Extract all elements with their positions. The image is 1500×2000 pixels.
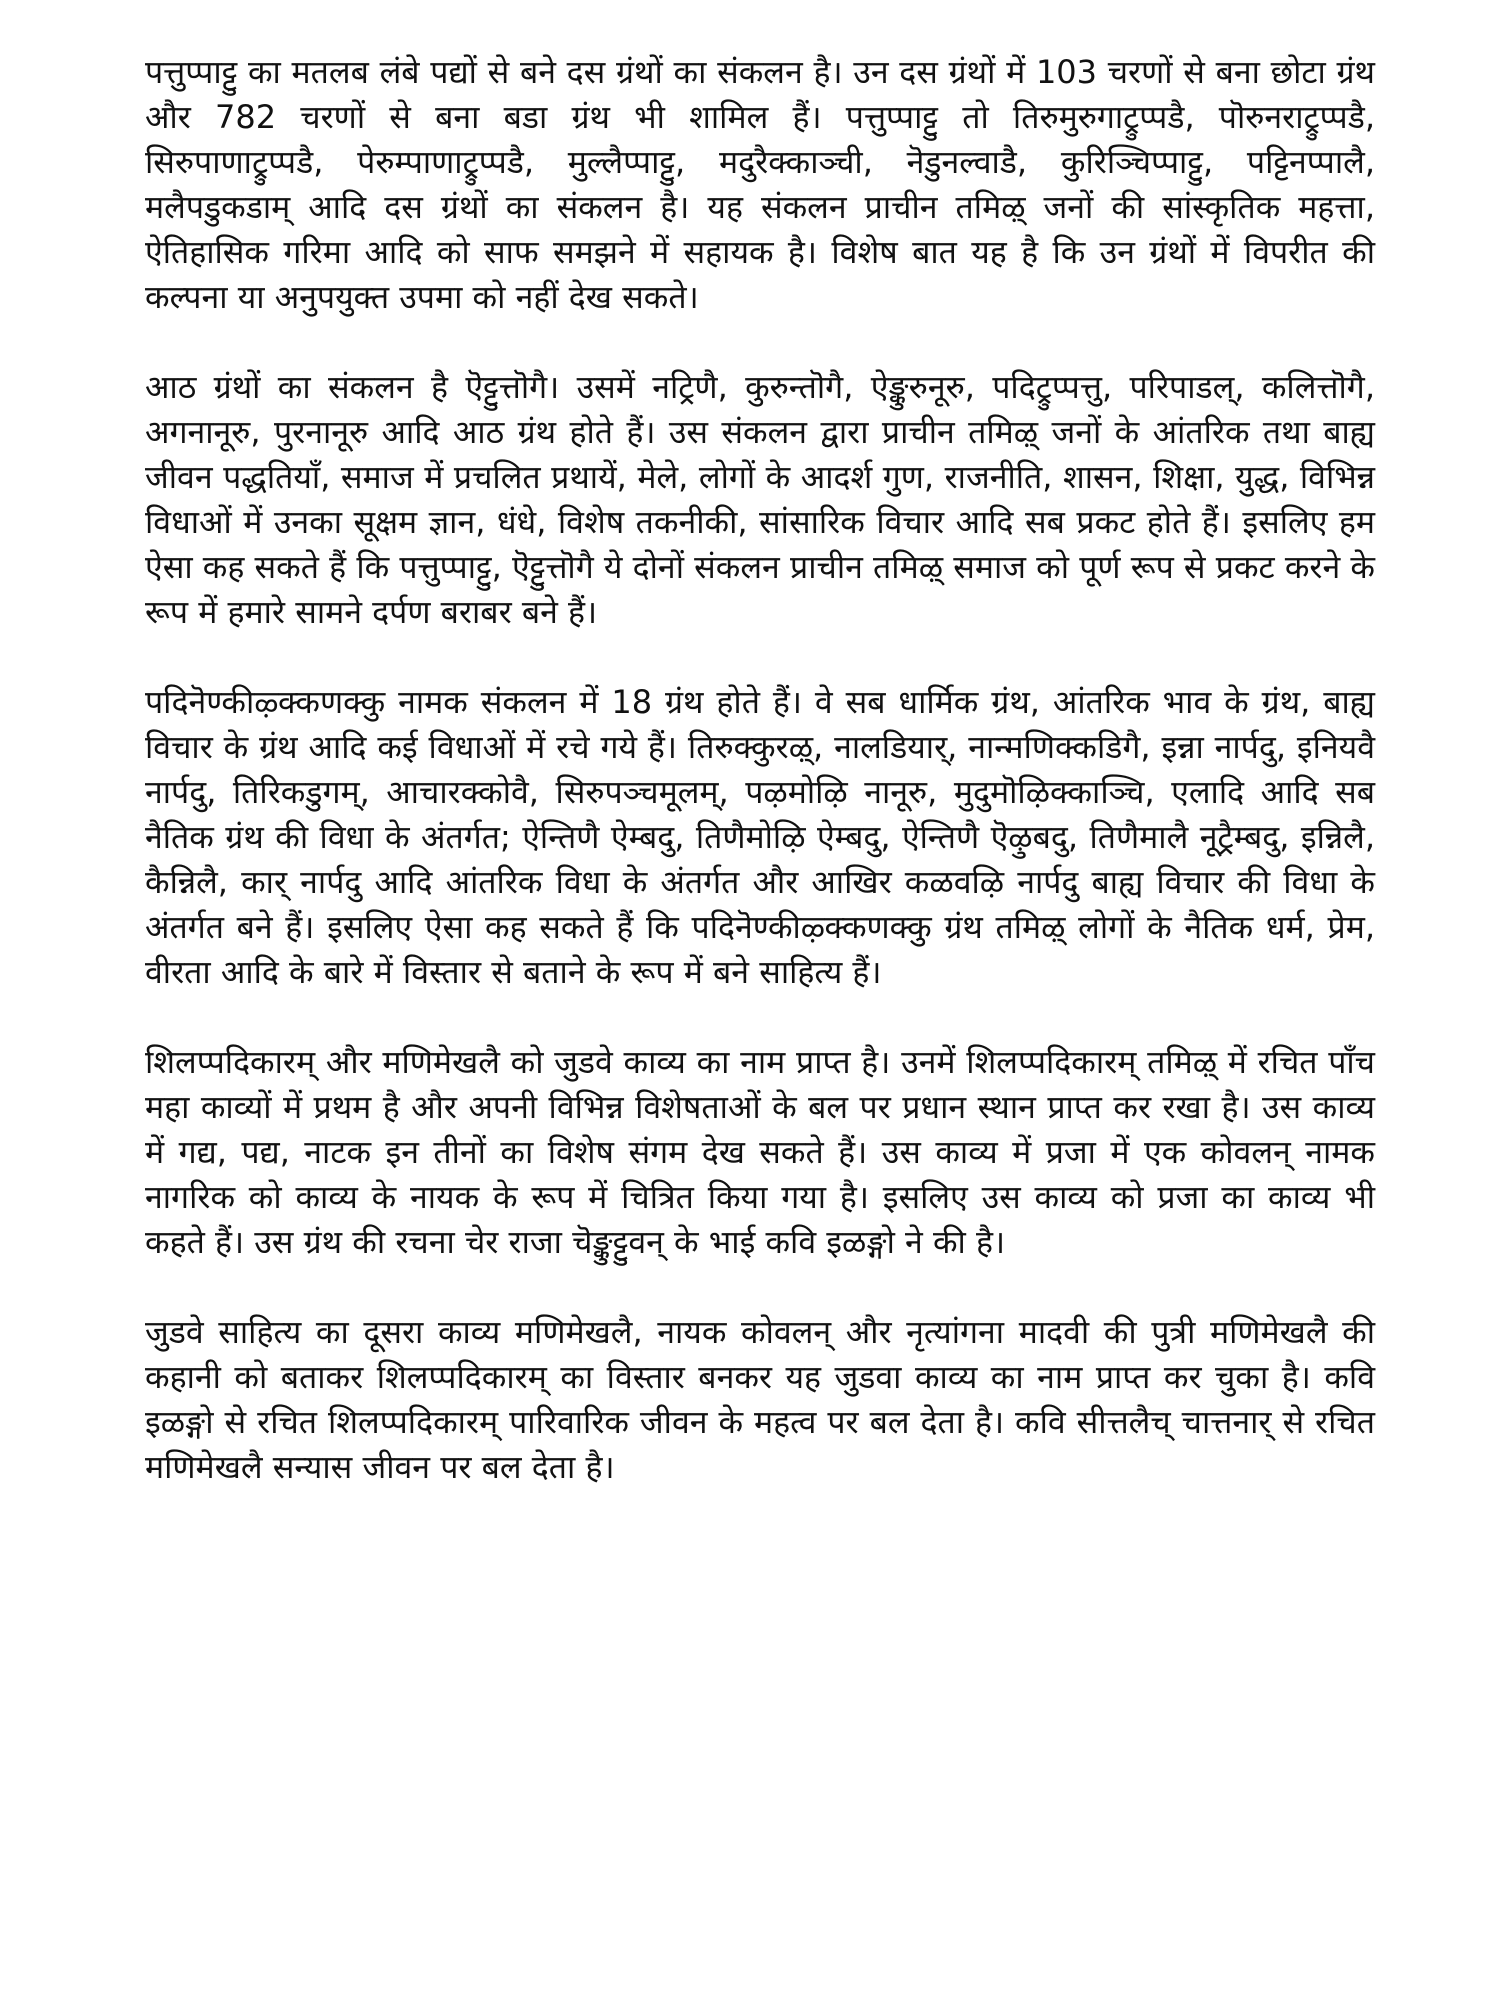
paragraph-ettuttogai: आठ ग्रंथों का संकलन है ऎट्टुत्तॊगै। उसमें नट्रिणै, कुरुन्तॊगै, ऐङ्कुरुनूरु, पदिट्रुप्पत्तु, परिपाडल्, कलित्तॊगै, अगनानूरु, पुरनानूरु आदि आठ ग्रंथ होते हैं। उस संकलन द्वारा प्राचीन तमिऴ् जनों के आंतरिक तथा बाह्य जीवन पद्धतियाँ, समाज में प्रचलित प्रथायें, मेले, लोगों के आदर्श गुण, राजनीति, शासन, शिक्षा, युद्ध, विभिन्न विधाओं में उनका सूक्षम ज्ञान, धंधे, विशेष तकनीकी, सांसारिक विचार आदि सब प्रकट होते हैं। इसलिए हम ऐसा कह सकते हैं कि पत्तुप्पाट्टु, ऎट्टुत्तॊगै ये दोनों संकलन प्राचीन तमिऴ् समाज को पूर्ण रूप से प्रकट करने के रूप में हमारे सामने दर्पण बराबर बने हैं। [145, 368, 1375, 631]
paragraph-manimekalai: जुडवे साहित्य का दूसरा काव्य मणिमेखलै, नायक कोवलन् और नृत्यांगना मादवी की पुत्री मणिमेखलै की कहानी को बताकर शिलप्पदिकारम् का विस्तार बनकर यह जुडवा काव्य का नाम प्राप्त कर चुका है। कवि इळङ्गो से रचित शिलप्पदिकारम् पारिवारिक जीवन के महत्व पर बल देता है। कवि सीत्तलैच् चात्तनार् से रचित मणिमेखलै सन्यास जीवन पर बल देता है। [145, 1313, 1375, 1486]
paragraph-silappadikaram: शिलप्पदिकारम् और मणिमेखलै को जुडवे काव्य का नाम प्राप्त है। उनमें शिलप्पदिकारम् तमिऴ् में रचित पाँच महा काव्यों में प्रथम है और अपनी विभिन्न विशेषताओं के बल पर प्रधान स्थान प्राप्त कर रखा है। उस काव्य में गद्य, पद्य, नाटक इन तीनों का विशेष संगम देख सकते हैं। उस काव्य में प्रजा में एक कोवलन् नामक नागरिक को काव्य के नायक के रूप में चित्रित किया गया है। इसलिए उस काव्य को प्रजा का काव्य भी कहते हैं। उस ग्रंथ की रचना चेर राजा चॆङ्कुट्टुवन् के भाई कवि इळङ्गो ने की है। [145, 1043, 1375, 1261]
paragraph-pattuppattu: पत्तुप्पाट्टु का मतलब लंबे पद्यों से बने दस ग्रंथों का संकलन है। उन दस ग्रंथों में 103 चरणों से बना छोटा ग्रंथ और 782 चरणों से बना बडा ग्रंथ भी शामिल हैं। पत्तुप्पाट्टु तो तिरुमुरुगाट्रुप्पडै, पॊरुनराट्रुप्पडै, सिरुपाणाट्रुप्पडै, पेरुम्पाणाट्रुप्पडै, मुल्लैप्पाट्टु, मदुरैक्काञ्ची, नॆडुनल्वाडै, कुरिञ्चिप्पाट्टु, पट्टिनप्पालै, मलैपडुकडाम् आदि दस ग्रंथों का संकलन है। यह संकलन प्राचीन तमिऴ् जनों की सांस्कृतिक महत्ता, ऐतिहासिक गरिमा आदि को साफ समझने में सहायक है। विशेष बात यह है कि उन ग्रंथों में विपरीत की कल्पना या अनुपयुक्त उपमा को नहीं देख सकते। [145, 53, 1375, 316]
paragraph-padinenkilkanakku: पदिनॆण्कीऴ्क्कणक्कु नामक संकलन में 18 ग्रंथ होते हैं। वे सब धार्मिक ग्रंथ, आंतरिक भाव के ग्रंथ, बाह्य विचार के ग्रंथ आदि कई विधाओं में रचे गये हैं। तिरुक्कुरऴ्, नालडियार्, नान्मणिक्कडिगै, इन्ना नार्पदु, इनियवै नार्पदु, तिरिकडुगम्, आचारक्कोवै, सिरुपञ्चमूलम्, पऴमोऴि नानूरु, मुदुमॊऴिक्काञ्चि, एलादि आदि सब नैतिक ग्रंथ की विधा के अंतर्गत; ऐन्तिणै ऐम्बदु, तिणैमोऴि ऐम्बदु, ऐन्तिणै ऎऴुबदु, तिणैमालै नूट्रैम्बदु, इन्निलै, कैन्निलै, कार् नार्पदु आदि आंतरिक विधा के अंतर्गत और आखिर कळवऴि नार्पदु बाह्य विचार की विधा के अंतर्गत बने हैं। इसलिए ऐसा कह सकते हैं कि पदिनॆण्कीऴ्क्कणक्कु ग्रंथ तमिऴ् लोगों के नैतिक धर्म, प्रेम, वीरता आदि के बारे में विस्तार से बताने के रूप में बने साहित्य हैं। [145, 683, 1375, 991]
document-page [145, 50, 1375, 1490]
